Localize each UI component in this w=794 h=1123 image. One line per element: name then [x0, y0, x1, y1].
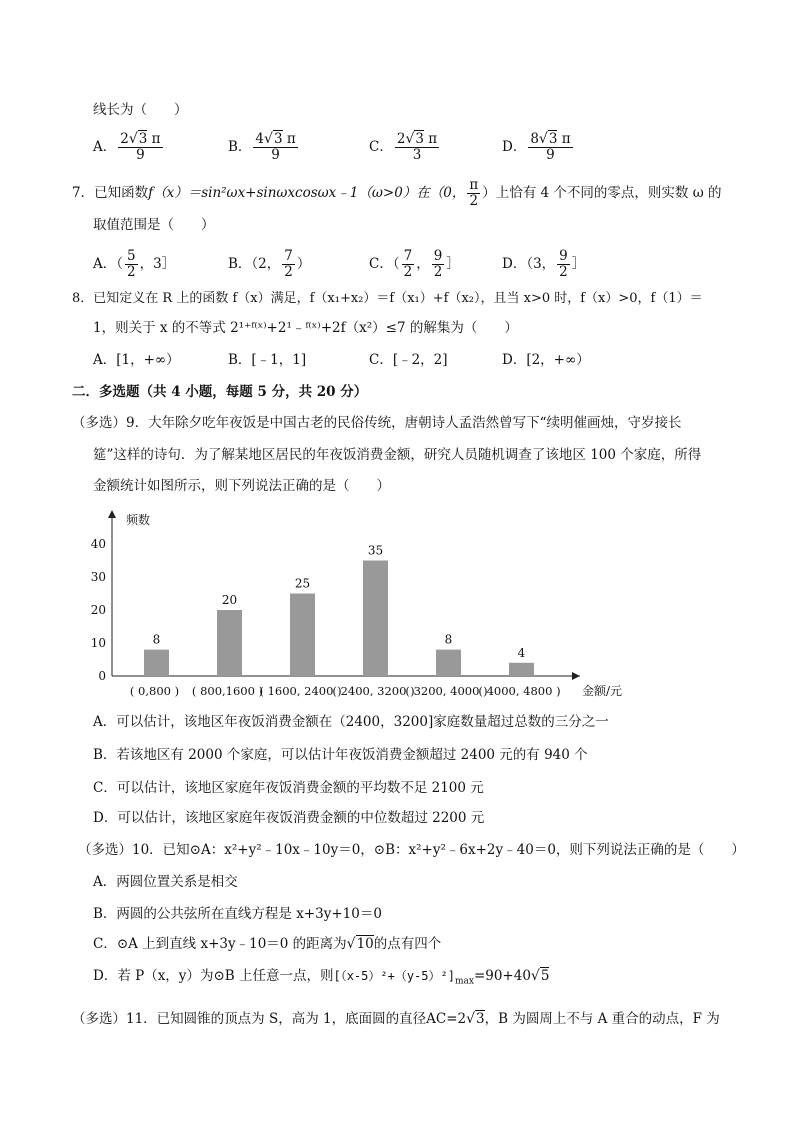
- bar: [436, 650, 461, 676]
- histogram-chart: [90, 500, 650, 705]
- q10-option-c: C．⊙A 上到直线 x+3y﹣10＝0 的距离为√10的点有四个: [93, 936, 442, 952]
- fraction: $\frac{8√3 \pi}{9}$: [530, 131, 571, 163]
- option-letter: D．: [502, 139, 527, 155]
- fraction: $\frac{2√3 \pi}{3}$: [396, 131, 438, 163]
- q9-option-c: C．可以估计，该地区家庭年夜饭消费金额的平均数不足 2100 元: [93, 780, 484, 796]
- x-axis-label: 金额/元: [582, 684, 623, 698]
- bar-value-label: 20: [221, 593, 238, 607]
- q8-stem-line1: 8．已知定义在 R 上的函数 f（x）满足，f（x₁+x₂）＝f（x₁）+f（x₂），且当 x>0 时，f（x）>0，f（1）＝: [72, 291, 703, 306]
- q10-option-d: D．若 P（x，y）为⊙B 上任意一点，则$[(x-5)^2+(y-5)^2]_{max}=90+40√5$: [93, 968, 550, 987]
- bar-value-label: 35: [367, 543, 384, 558]
- q7-stem: 7．已知函数f（x）＝sin²ωx+sinωxcosωx﹣1（ω>0）在（0， $\frac{\pi}{2}$ ）上恰有 4 个不同的零点，则实数 ω 的: [72, 177, 722, 209]
- bar-value-label: 4: [517, 645, 526, 660]
- fraction: $\frac{9}{2}$: [559, 248, 568, 280]
- q6-option-b: [228, 132, 300, 163]
- fraction: $\frac{\pi}{2}$: [469, 177, 479, 209]
- q9-option-a: A．可以估计，该地区年夜饭消费金额在（2400，3200]家庭数量超过总数的三分之一: [93, 714, 609, 730]
- bar-value-label: 8: [152, 632, 161, 647]
- y-tick-label: 40: [90, 537, 106, 551]
- bar: [363, 561, 388, 677]
- q8-stem-line2: 1，则关于 x 的不等式 2¹⁺ᶠ⁽ˣ⁾+2¹﹣ᶠ⁽ˣ⁾+2f（x²）≤7 的解集为（ ）: [93, 320, 518, 336]
- bar: [290, 594, 315, 677]
- q7-option-c: C．（ $\frac{7}{2}$ ， $\frac{9}{2}$ ］: [369, 248, 460, 280]
- q7-option-d: D．（3， $\frac{9}{2}$ ］: [502, 248, 586, 280]
- bar: [509, 663, 534, 676]
- q7-option-b: B．（2， $\frac{7}{2}$ ）: [228, 248, 311, 280]
- x-tick-label: ( 1600, 2400 ): [259, 684, 342, 698]
- fraction: $\frac{7}{2}$: [284, 248, 293, 280]
- q9-option-d: D．可以估计，该地区家庭年夜饭消费金额的中位数超过 2200 元: [93, 810, 485, 826]
- q8-option-d: D．[2，+∞）: [502, 352, 590, 368]
- q8-option-b: B．[﹣1，1]: [228, 352, 307, 368]
- chart-bars: [144, 561, 534, 677]
- fraction: $\frac{9}{2}$: [433, 248, 443, 280]
- option-letter: B．: [228, 139, 252, 155]
- q9-stem-line2: 筵”这样的诗句．为了解某地区居民的年夜饭消费金额，研究人员随机调查了该地区 100 个家庭，所得: [93, 447, 702, 463]
- q10-option-b: B．两圆的公共弦所在直线方程是 x+3y+10＝0: [93, 906, 382, 922]
- q7-stem-cont: 取值范围是（ ）: [93, 217, 215, 233]
- chart-labels: [91, 512, 622, 698]
- y-tick-label: 30: [90, 570, 106, 584]
- x-tick-label: ( 0,800 ): [129, 684, 180, 698]
- bar-value-label: 8: [444, 632, 453, 647]
- option-letter: A．: [93, 139, 117, 155]
- q11-stem: （多选）11．已知圆锥的顶点为 S，高为 1，底面圆的直径AC=2√3，B 为圆周上不与 A 重合的动点，F 为: [72, 1011, 720, 1027]
- x-tick-label: ( 3200, 4000 ): [405, 684, 488, 698]
- bar: [144, 650, 169, 676]
- fraction: $\frac{4√3 \pi}{9}$: [255, 131, 296, 163]
- bar: [217, 610, 242, 676]
- x-axis-arrow: [572, 672, 580, 680]
- fraction: $\frac{7}{2}$: [403, 248, 413, 280]
- q8-option-a: A．[1，+∞）: [93, 352, 180, 368]
- y-axis-arrow: [108, 510, 116, 518]
- y-tick-label: 20: [90, 603, 106, 617]
- x-tick-label: ( 800,1600 ): [191, 684, 264, 698]
- x-tick-label: ( 2400, 3200 ): [332, 684, 415, 698]
- q10-option-a: A．两圆位置关系是相交: [93, 874, 238, 890]
- chart-axes: [108, 510, 580, 680]
- fraction: $\frac{2√3 \pi}{9}$: [120, 131, 161, 163]
- q6-option-a: [93, 132, 165, 163]
- fraction: $\frac{5}{2}$: [127, 248, 136, 280]
- q7-option-a: A．（ $\frac{5}{2}$ ，3］: [93, 248, 176, 280]
- bar-value-label: 25: [294, 576, 311, 591]
- q8-option-c: C．[﹣2，2]: [369, 352, 448, 368]
- y-tick-label: 10: [90, 636, 106, 650]
- q9-stem-line1: （多选）9．大年除夕吃年夜饭是中国古老的民俗传统，唐朝诗人孟浩然曾写下“续明催画烛，守岁接长: [72, 415, 682, 431]
- q6-stem-tail: 线长为（ ）: [93, 102, 188, 118]
- y-tick-label: 0: [98, 669, 106, 683]
- x-tick-label: ( 4000, 4800 ): [478, 684, 561, 698]
- q10-stem: （多选）10．已知⊙A：x²+y²﹣10x﹣10y＝0，⊙B：x²+y²﹣6x+2y﹣40＝0，则下列说法正确的是（ ）: [78, 842, 745, 858]
- q9-stem-line3: 金额统计如图所示，则下列说法正确的是（ ）: [93, 478, 390, 494]
- q6-option-d: [502, 132, 575, 163]
- section-heading: 二．多选题（共 4 小题，每题 5 分，共 20 分）: [72, 384, 368, 400]
- y-axis-label: 频数: [126, 513, 151, 527]
- option-letter: C．: [369, 139, 393, 155]
- q6-option-c: [369, 132, 441, 163]
- q9-option-b: B．若该地区有 2000 个家庭，可以估计年夜饭消费金额超过 2400 元的有 940 个: [93, 747, 588, 763]
